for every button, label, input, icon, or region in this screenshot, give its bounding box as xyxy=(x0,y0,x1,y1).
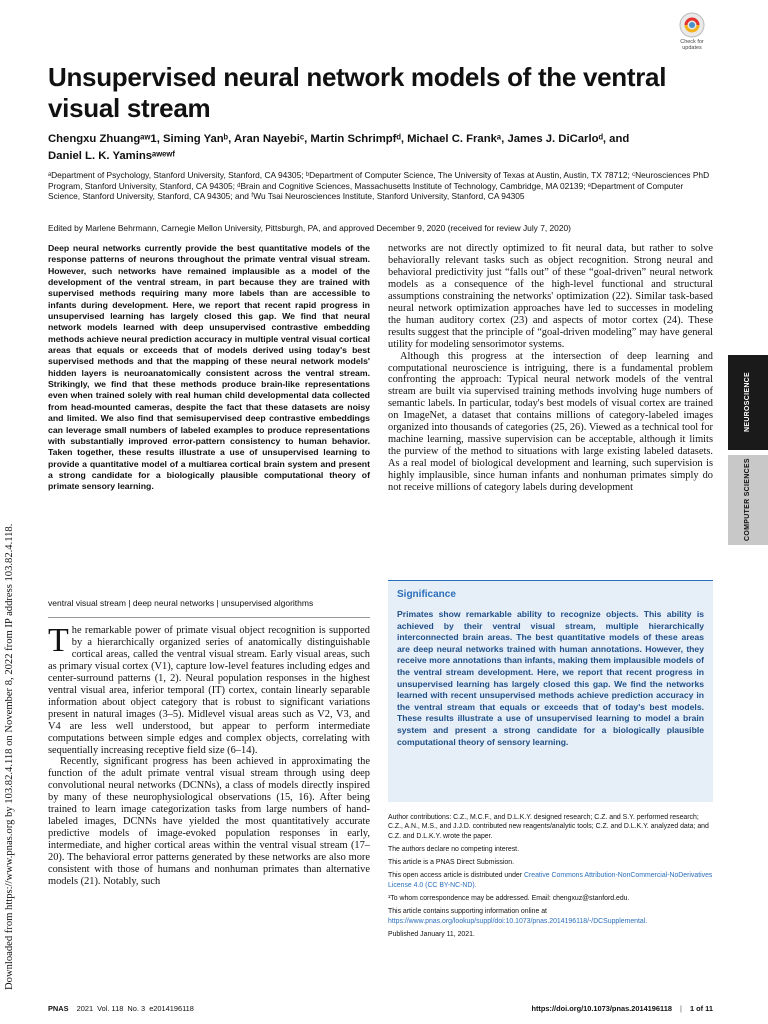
check-for-updates-icon xyxy=(679,12,705,38)
doi-link[interactable]: https://doi.org/10.1073/pnas.2014196118 xyxy=(531,1004,672,1013)
significance-box xyxy=(388,580,713,802)
direct-submission: This article is a PNAS Direct Submission. xyxy=(388,859,514,867)
body-left-column xyxy=(48,622,370,888)
significance-title: Significance xyxy=(397,589,456,600)
correspondence-note: ¹To whom correspondence may be addressed. Email: chengxuz@stanford.edu. xyxy=(388,895,630,903)
drop-cap: T xyxy=(48,622,69,659)
download-note: Downloaded from https://www.pnas.org by 103.82.4.118 on November 8, 2022 from IP address 103.82.4.118. xyxy=(4,523,15,990)
check-for-updates-badge[interactable] xyxy=(672,12,712,56)
author-notes xyxy=(388,813,713,943)
check-for-updates-label: Check for updates xyxy=(680,39,704,51)
author-contributions: Author contributions: C.Z., M.C.F., and D.L.K.Y. designed research; C.Z. and S.Y. performed research; C.Z., A.N., M.S., and J.J.D. contributed new reagents/analytic tools; C.Z. and D.L.K.Y. analyzed data; and C.Z. and D.L.K.Y. wrote the paper. xyxy=(388,814,709,840)
open-access-prefix: This open access article is distributed under xyxy=(388,872,524,880)
affiliations: ᵃDepartment of Psychology, Stanford University, Stanford, CA 94305; ᵇDepartment of Computer Science, The University of Texas at Austin, Austin, TX 78712; ᶜNeurosciences PhD Program, Stanford University, Stanford, CA 94305; ᵈBrain and Cognitive Sciences, Massachusetts Institute of Technology, Cambridge, MA 02139; ᵉDepartment of Computer Science, Stanford University, Stanford, CA 94305; and ᶠWu Tsai Neurosciences Institute, Stanford University, Stanford, CA 94305 xyxy=(48,170,710,202)
footer-separator: | xyxy=(680,1004,682,1013)
license-link[interactable]: Creative Commons Attribution-NonCommercial-NoDerivatives License 4.0 (CC BY-NC-ND). xyxy=(388,872,713,889)
edited-by: Edited by Marlene Behrmann, Carnegie Mellon University, Pittsburgh, PA, and approved December 9, 2020 (received for review July 7, 2020) xyxy=(48,223,571,233)
supporting-prefix: This article contains supporting information online at xyxy=(388,908,547,916)
competing-interest: The authors declare no competing interest. xyxy=(388,845,519,853)
body-paragraph-4: Although this progress at the intersection of deep learning and computational neuroscience is intriguing, there is a fundamental problem confronting the approach: Typical neural network models of the ventral stream are built via supervised training methods involving huge numbers of semantic labels. In particular, today's best models of visual cortex are trained on ImageNet, a dataset that contains millions of category-labeled images organized into thousands of categories (25, 26). Viewed as a technical tool for machine learning, massive supervision can be acceptable, although it limits the purview of the method to situations with large existing labeled datasets. As a real model of biological development and learning, such supervision is highly implausible, since human infants and nonhuman primates simply do not receive millions of category labels during development xyxy=(388,350,713,494)
abstract: Deep neural networks currently provide the best quantitative models of the response patterns of neurons throughout the primate ventral visual stream. However, such networks have remained implausible as a model of the development of the ventral stream, in part because they are trained with supervised methods requiring many more labels than are accessible to infants during development. Here, we report that recent rapid progress in unsupervised learning has largely closed this gap. We find that neural network models learned with deep unsupervised contrastive embedding methods achieve neural prediction accuracy in multiple ventral visual cortical areas that equals or exceeds that of models derived using today's best supervised methods and that the mapping of these neural network models' hidden layers is neuroanatomically consistent across the ventral stream. Strikingly, we find that these methods produce brain-like representations even when trained solely with real human child developmental data collected from head-mounted cameras, despite the fact that these datasets are noisy and limited. We also find that semisupervised deep contrastive embeddings can leverage small numbers of labeled examples to produce representations with substantially improved error-pattern consistency to human behavior. Taken together, these results illustrate a use of unsupervised learning to provide a quantitative model of a multiarea cortical brain system and present a strong candidate for a biologically plausible computational theory of primate sensory learning. xyxy=(48,243,370,492)
body-paragraph-3: networks are not directly optimized to fit neural data, but rather to solve behaviorally relevant tasks such as object recognition. Strong neural and behavioral predictivity just “falls out” of these “goal-driven” neural network models as a consequence of the high-level functional and structural assumptions constraining the networks' optimization (22). Similar task-based neural network optimization approaches have led to successes in modeling the human auditory cortex (23) and aspects of motor cortex (24). These results suggest that the principle of “goal-driven modeling” may have general utility for modeling sensorimotor systems. xyxy=(388,243,713,350)
supporting-info-link[interactable]: https://www.pnas.org/lookup/suppl/doi:10.1073/pnas.2014196118/-/DCSupplemental. xyxy=(388,917,648,925)
footer-right xyxy=(531,1004,713,1013)
keywords-rule xyxy=(48,617,370,618)
page-number: 1 of 11 xyxy=(689,1004,713,1013)
author-line-2 xyxy=(48,148,728,165)
keywords: ventral visual stream | deep neural networks | unsupervised algorithms xyxy=(48,598,314,608)
author-line-1 xyxy=(48,131,728,148)
author-list xyxy=(48,131,728,165)
significance-text: Primates show remarkable ability to recognize objects. This ability is achieved by their ventral visual stream, multiple hierarchically interconnected brain areas. The best quantitative models of these areas are deep neural networks trained with human annotations. However, they receive more annotations than infants, making them implausible models of the ventral stream development. Here, we report that recent progress in unsupervised learning has largely closed this gap. We find the networks learned with recent unsupervised methods achieve prediction accuracy in the ventral stream that equals or exceeds that of today's best models. These results illustrate a use of unsupervised learning to model a brain system and present a strong candidate for a biologically plausible computational theory of sensory learning. xyxy=(397,609,704,747)
side-tab-neuroscience: NEUROSCIENCE xyxy=(728,355,768,450)
body-right-column xyxy=(388,243,713,494)
page-title: Unsupervised neural network models of the ventral visual stream xyxy=(48,62,667,123)
citation: 2021 Vol. 118 No. 3 e2014196118 xyxy=(76,1004,194,1013)
author-line-1-text: Chengxu Zhuangᵃʷ1, Siming Yanᵇ, Aran Nayebiᶜ, Martin Schrimpfᵈ, Michael C. Frankᵃ, James J. DiCarloᵈ, and xyxy=(48,133,630,145)
author-line-2-text: Daniel L. K. Yaminsᵃʷᵉʷᶠ xyxy=(48,150,176,162)
supporting-info-note xyxy=(388,907,713,926)
journal-name: PNAS xyxy=(48,1004,69,1013)
side-tab-computer-sciences: COMPUTER SCIENCES xyxy=(728,455,768,545)
body-paragraph-1 xyxy=(48,622,370,756)
page-footer xyxy=(48,1004,713,1016)
body-paragraph-2: Recently, significant progress has been achieved in approximating the function of the adult primate ventral visual stream through using deep convolutional neural networks (DCNNs), a class of models directly inspired by many of these neurophysiological observations (15, 16). After being trained to learn image categorization tasks from large numbers of hand-labeled images, DCNNs have yielded the most quantitatively accurate predictive models of image-evoked population responses in early, intermediate, and higher cortical areas within the ventral visual stream (17–20). The behavioral error patterns generated by these networks are also more consistent with those of humans and nonhuman primates than alternative models (21). Notably, such xyxy=(48,756,370,888)
body-paragraph-1-text: he remarkable power of primate visual object recognition is supported by a hierarchically organized series of anatomically distinguishable cortical areas, called the ventral visual stream. Early visual areas, such as primary visual cortex (V1), capture low-level features including edges and center-surround patterns (1, 2). Neural population responses in the highest ventral visual area, inferior temporal (IT) cortex, contain linearly separable information about object category that is robust to significant variations present in natural images (3–5). Midlevel visual areas such as V2, V3, and V4 are less well understood, but appear to perform intermediate computations between simple edges and complex objects, correlating with sequentially increasing receptive field size (6–14). xyxy=(48,625,370,756)
published-date: Published January 11, 2021. xyxy=(388,930,475,938)
open-access-note xyxy=(388,871,713,890)
